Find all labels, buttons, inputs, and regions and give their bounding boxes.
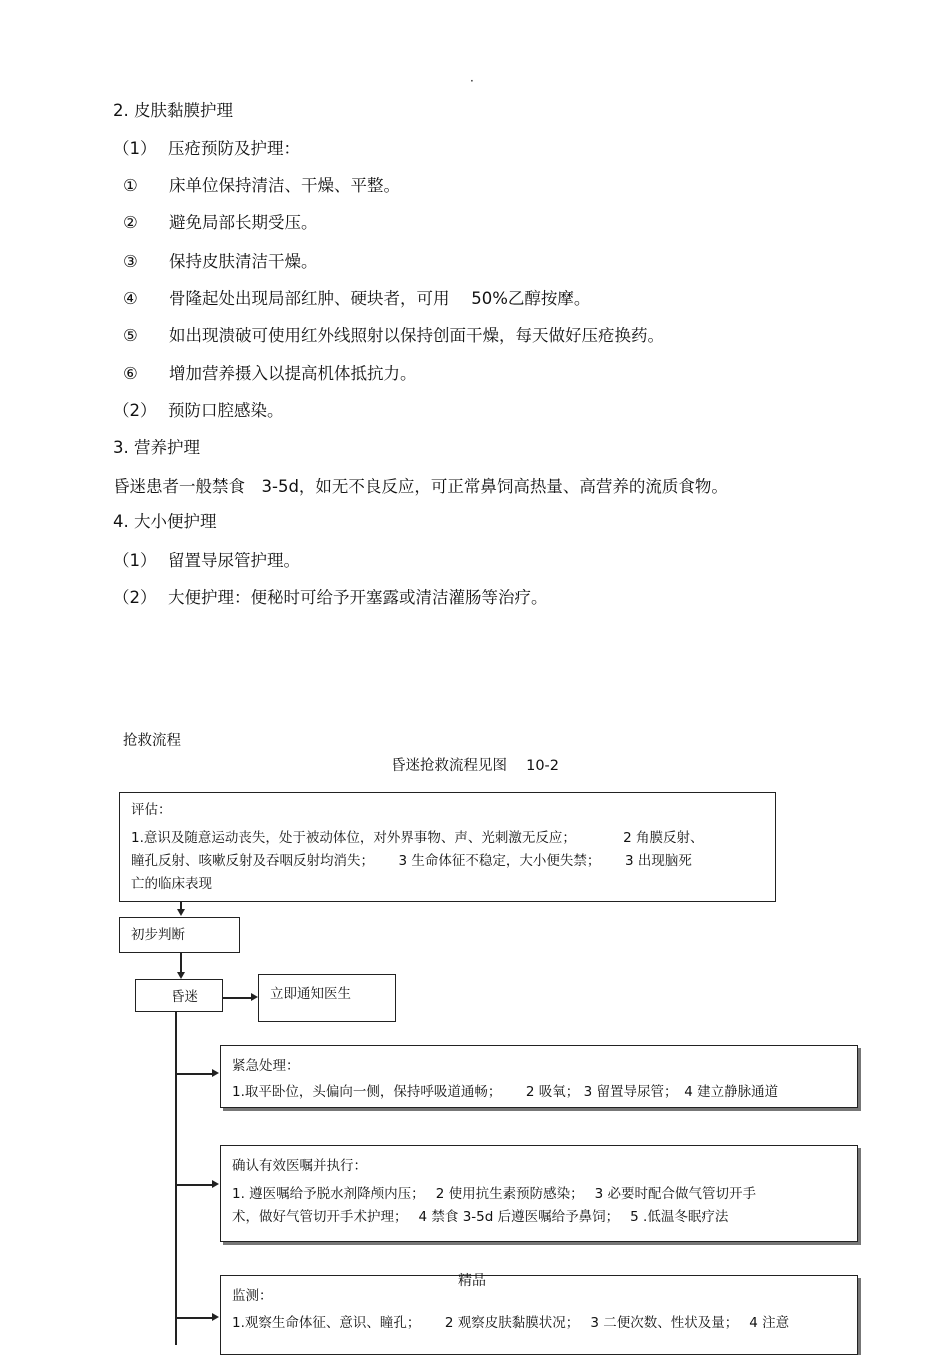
header-dot: · [470, 74, 474, 88]
box-line: 1. 遵医嘱给予脱水剂降颅内压； 2 使用抗生素预防感染； 3 必要时配合做气管切开手 [232, 1186, 757, 1202]
item-text: 留置导尿管护理。 [168, 551, 300, 570]
item-text: 预防口腔感染。 [168, 401, 284, 420]
subitem-pressure-sore [113, 139, 300, 159]
connector-line [180, 953, 182, 972]
item-number: （1） [113, 139, 157, 158]
connector-line [175, 1073, 213, 1075]
box-line: 瞳孔反射、咳嗽反射及吞咽反射均消失； 3 生命体征不稳定，大小便失禁； 3 出现脑死 [131, 853, 692, 869]
subitem-bowel [113, 588, 548, 608]
connector-line [175, 1317, 213, 1319]
page-footer: 精品 [458, 1273, 486, 1289]
item-text: 增加营养摄入以提高机体抵抗力。 [169, 364, 417, 383]
box-line: 1.意识及随意运动丧失，处于被动体位，对外界事物、声、光刺激无反应； 2 角膜反射、 [131, 830, 704, 846]
item-number: ⑥ [123, 364, 138, 383]
arrow-right-icon [251, 993, 258, 1001]
list-item [123, 213, 318, 233]
item-text: 保持皮肤清洁干燥。 [169, 252, 318, 271]
list-item [123, 326, 664, 346]
item-number: （2） [113, 401, 157, 420]
box-title: 初步判断 [131, 927, 185, 943]
flow-box-assessment [119, 792, 776, 902]
list-item [123, 364, 417, 384]
item-number: ① [123, 176, 138, 195]
item-number: ⑤ [123, 326, 138, 345]
list-item [123, 176, 400, 196]
item-number: ③ [123, 252, 138, 271]
box-title: 监测： [232, 1288, 273, 1304]
box-title: 评估： [131, 802, 172, 818]
box-line: 术，做好气管切开手术护理； 4 禁食 3-5d 后遵医嘱给予鼻饲； 5 .低温冬眠疗法 [232, 1209, 729, 1225]
box-line: 1.观察生命体征、意识、瞳孔； 2 观察皮肤黏膜状况； 3 二便次数、性状及量； 4 注意 [232, 1315, 790, 1331]
flow-heading: 抢救流程 [123, 733, 181, 749]
box-title: 立即通知医生 [270, 986, 351, 1002]
list-item [123, 289, 590, 309]
item-number: ④ [123, 289, 138, 308]
item-text: 大便护理：便秘时可给予开塞露或清洁灌肠等治疗。 [168, 588, 548, 607]
arrow-right-icon [212, 1180, 219, 1188]
item-text: 避免局部长期受压。 [169, 213, 318, 232]
connector-trunk [175, 1012, 177, 1345]
subitem-catheter [113, 551, 300, 571]
flow-box-notify-doctor [258, 974, 396, 1022]
item-number: ② [123, 213, 138, 232]
item-number: （1） [113, 551, 157, 570]
subitem-oral-infection [113, 401, 284, 421]
arrow-right-icon [212, 1313, 219, 1321]
connector-line [175, 1184, 213, 1186]
item-text: 骨隆起处出现局部红肿、硬块者，可用 50%乙醇按摩。 [169, 289, 591, 308]
box-title: 紧急处理： [232, 1058, 300, 1074]
flow-box-initial-judgement [119, 917, 240, 953]
arrow-down-icon [177, 909, 185, 916]
arrow-right-icon [212, 1069, 219, 1077]
box-title: 确认有效医嘱并执行： [232, 1158, 367, 1174]
box-title: 昏迷 [171, 989, 198, 1005]
section-heading-skin: 2. 皮肤黏膜护理 [113, 101, 233, 120]
arrow-down-icon [177, 972, 185, 979]
box-line: 1.取平卧位，头偏向一侧，保持呼吸道通畅； 2 吸氧； 3 留置导尿管； 4 建立静脉通道 [232, 1084, 779, 1100]
list-item [123, 252, 318, 272]
flow-box-coma [135, 979, 223, 1012]
item-number: （2） [113, 588, 157, 607]
item-text: 如出现溃破可使用红外线照射以保持创面干燥，每天做好压疮换药。 [169, 326, 664, 345]
flow-box-emergency [220, 1045, 858, 1108]
section-heading-nutrition: 3. 营养护理 [113, 438, 200, 457]
connector-line [223, 997, 252, 999]
item-text: 床单位保持清洁、干燥、平整。 [169, 176, 400, 195]
section-heading-excretion: 4. 大小便护理 [113, 512, 217, 531]
paragraph-nutrition: 昏迷患者一般禁食 3-5d，如无不良反应，可正常鼻饲高热量、高营养的流质食物。 [113, 477, 728, 496]
flow-box-monitoring [220, 1275, 858, 1355]
item-text: 压疮预防及护理： [168, 139, 300, 158]
flow-box-medical-orders [220, 1145, 858, 1242]
flow-caption: 昏迷抢救流程见图 10-2 [391, 758, 560, 774]
box-line: 亡的临床表现 [131, 876, 212, 892]
